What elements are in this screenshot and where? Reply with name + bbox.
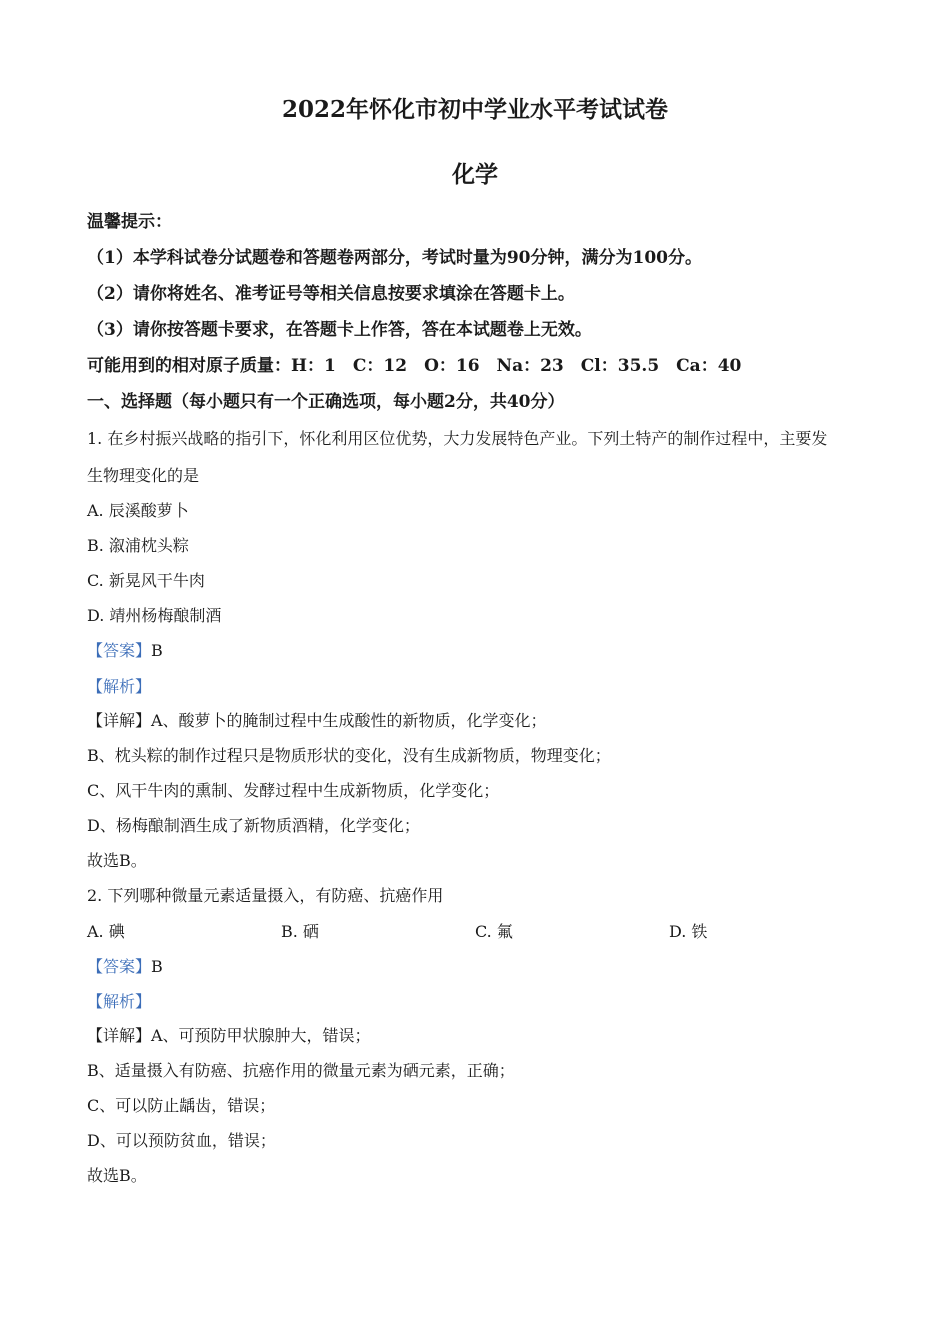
exam-title: 2022年怀化市初中学业水平考试试卷 [281, 96, 668, 123]
analysis-line: D、可以预防贫血，错误； [87, 1131, 276, 1150]
answer-value: B [151, 957, 163, 976]
answer-tag: 【答案】 [87, 641, 152, 660]
notice-item: （1）本学科试卷分试题卷和答题卷两部分，考试时量为90分钟，满分为100分。 [87, 248, 702, 268]
option-a: A. 辰溪酸萝卜 [87, 501, 189, 520]
answer-line [87, 640, 163, 662]
analysis-tag: 【解析】 [87, 992, 152, 1011]
question-stem: 生物理变化的是 [87, 466, 200, 485]
question-stem: 1. 在乡村振兴战略的指引下，怀化利用区位优势，大力发展特色产业。下列土特产的制作过程中，主要发 [87, 429, 828, 448]
answer-tag: 【答案】 [87, 957, 152, 976]
analysis-tag: 【解析】 [87, 677, 152, 696]
answer-line [87, 956, 163, 978]
analysis-line: 故选B。 [87, 851, 147, 870]
analysis-line: D、杨梅酿制酒生成了新物质酒精，化学变化； [87, 816, 420, 835]
subject-title: 化学 [452, 161, 498, 188]
analysis-line: 【详解】A、可预防甲状腺肿大，错误； [87, 1026, 371, 1045]
analysis-line: B、枕头粽的制作过程只是物质形状的变化，没有生成新物质，物理变化； [87, 746, 611, 765]
option-d: D. 铁 [669, 922, 708, 941]
analysis-line: C、可以防止龋齿，错误； [87, 1096, 276, 1115]
option-b: B. 溆浦枕头粽 [87, 536, 189, 555]
question-stem: 2. 下列哪种微量元素适量摄入，有防癌、抗癌作用 [87, 886, 444, 905]
option-c: C. 新晃风干牛肉 [87, 571, 205, 590]
analysis-line: 【详解】A、酸萝卜的腌制过程中生成酸性的新物质，化学变化； [87, 711, 547, 730]
option-a: A. 碘 [87, 922, 125, 941]
notice-item: （3）请你按答题卡要求，在答题卡上作答，答在本试题卷上无效。 [87, 320, 592, 340]
option-d: D. 靖州杨梅酿制酒 [87, 606, 222, 625]
answer-value: B [151, 641, 163, 660]
analysis-line: 故选B。 [87, 1166, 147, 1185]
notice-heading: 温馨提示： [87, 212, 172, 232]
analysis-line: B、适量摄入有防癌、抗癌作用的微量元素为硒元素，正确； [87, 1061, 515, 1080]
notice-item: （2）请你将姓名、准考证号等相关信息按要求填涂在答题卡上。 [87, 284, 575, 304]
analysis-line: C、风干牛肉的熏制、发酵过程中生成新物质，化学变化； [87, 781, 500, 800]
atomic-masses: 可能用到的相对原子质量：H：1 C：12 O：16 Na：23 Cl：35.5 Ca：40 [87, 356, 742, 376]
option-c: C. 氟 [475, 922, 513, 941]
option-b: B. 硒 [281, 922, 319, 941]
section-heading: 一、选择题（每小题只有一个正确选项，每小题2分，共40分） [87, 392, 565, 412]
